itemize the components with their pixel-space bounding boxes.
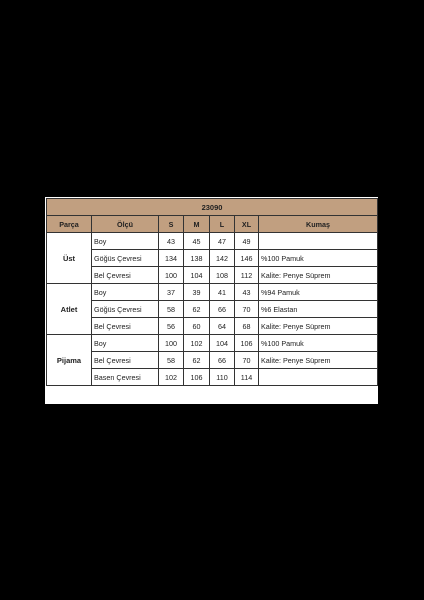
size-value-xl: 112 xyxy=(235,267,259,284)
size-value-s: 134 xyxy=(159,250,184,267)
header-l: L xyxy=(210,216,235,233)
header-kumas: Kumaş xyxy=(259,216,378,233)
size-value-s: 100 xyxy=(159,267,184,284)
size-value-l: 104 xyxy=(210,335,235,352)
size-value-xl: 114 xyxy=(235,369,259,386)
measurement-name: Bel Çevresi xyxy=(92,352,159,369)
size-value-l: 41 xyxy=(210,284,235,301)
size-value-xl: 70 xyxy=(235,352,259,369)
fabric-info: %100 Pamuk xyxy=(259,250,378,267)
fabric-info xyxy=(259,369,378,386)
size-value-m: 39 xyxy=(184,284,210,301)
measurement-name: Basen Çevresi xyxy=(92,369,159,386)
size-value-l: 108 xyxy=(210,267,235,284)
header-xl: XL xyxy=(235,216,259,233)
size-value-s: 56 xyxy=(159,318,184,335)
size-value-xl: 49 xyxy=(235,233,259,250)
size-value-m: 45 xyxy=(184,233,210,250)
size-value-s: 58 xyxy=(159,352,184,369)
size-value-l: 110 xyxy=(210,369,235,386)
size-value-xl: 106 xyxy=(235,335,259,352)
group-label: Atlet xyxy=(47,284,92,335)
group-label: Üst xyxy=(47,233,92,284)
size-table xyxy=(46,198,378,386)
size-value-l: 66 xyxy=(210,352,235,369)
table-row xyxy=(47,369,378,386)
fabric-info: Kalite: Penye Süprem xyxy=(259,267,378,284)
size-value-xl: 43 xyxy=(235,284,259,301)
size-value-s: 58 xyxy=(159,301,184,318)
size-value-m: 62 xyxy=(184,352,210,369)
size-value-m: 62 xyxy=(184,301,210,318)
size-value-s: 100 xyxy=(159,335,184,352)
fabric-info: Kalite: Penye Süprem xyxy=(259,352,378,369)
size-value-xl: 68 xyxy=(235,318,259,335)
table-row xyxy=(47,318,378,335)
table-row xyxy=(47,250,378,267)
size-value-l: 64 xyxy=(210,318,235,335)
table-row xyxy=(47,284,378,301)
size-value-s: 102 xyxy=(159,369,184,386)
fabric-info: %100 Pamuk xyxy=(259,335,378,352)
table-row xyxy=(47,233,378,250)
measurement-name: Boy xyxy=(92,284,159,301)
size-value-l: 142 xyxy=(210,250,235,267)
table-row xyxy=(47,352,378,369)
fabric-info: %6 Elastan xyxy=(259,301,378,318)
size-value-m: 106 xyxy=(184,369,210,386)
measurement-name: Boy xyxy=(92,233,159,250)
size-value-s: 37 xyxy=(159,284,184,301)
size-value-xl: 146 xyxy=(235,250,259,267)
measurement-name: Göğüs Çevresi xyxy=(92,250,159,267)
size-value-m: 102 xyxy=(184,335,210,352)
size-value-l: 66 xyxy=(210,301,235,318)
product-code: 23090 xyxy=(47,199,378,216)
size-value-l: 47 xyxy=(210,233,235,250)
fabric-info: %94 Pamuk xyxy=(259,284,378,301)
fabric-info xyxy=(259,233,378,250)
header-parca: Parça xyxy=(47,216,92,233)
size-value-m: 104 xyxy=(184,267,210,284)
measurement-name: Boy xyxy=(92,335,159,352)
size-value-m: 60 xyxy=(184,318,210,335)
size-value-m: 138 xyxy=(184,250,210,267)
table-row xyxy=(47,267,378,284)
group-label: Pijama xyxy=(47,335,92,386)
table-row xyxy=(47,301,378,318)
header-m: M xyxy=(184,216,210,233)
fabric-info: Kalite: Penye Süprem xyxy=(259,318,378,335)
table-row xyxy=(47,335,378,352)
header-olcu: Ölçü xyxy=(92,216,159,233)
table-body xyxy=(47,233,378,386)
size-value-xl: 70 xyxy=(235,301,259,318)
measurement-name: Göğüs Çevresi xyxy=(92,301,159,318)
size-chart-sheet xyxy=(45,197,378,404)
measurement-name: Bel Çevresi xyxy=(92,318,159,335)
header-s: S xyxy=(159,216,184,233)
size-value-s: 43 xyxy=(159,233,184,250)
measurement-name: Bel Çevresi xyxy=(92,267,159,284)
